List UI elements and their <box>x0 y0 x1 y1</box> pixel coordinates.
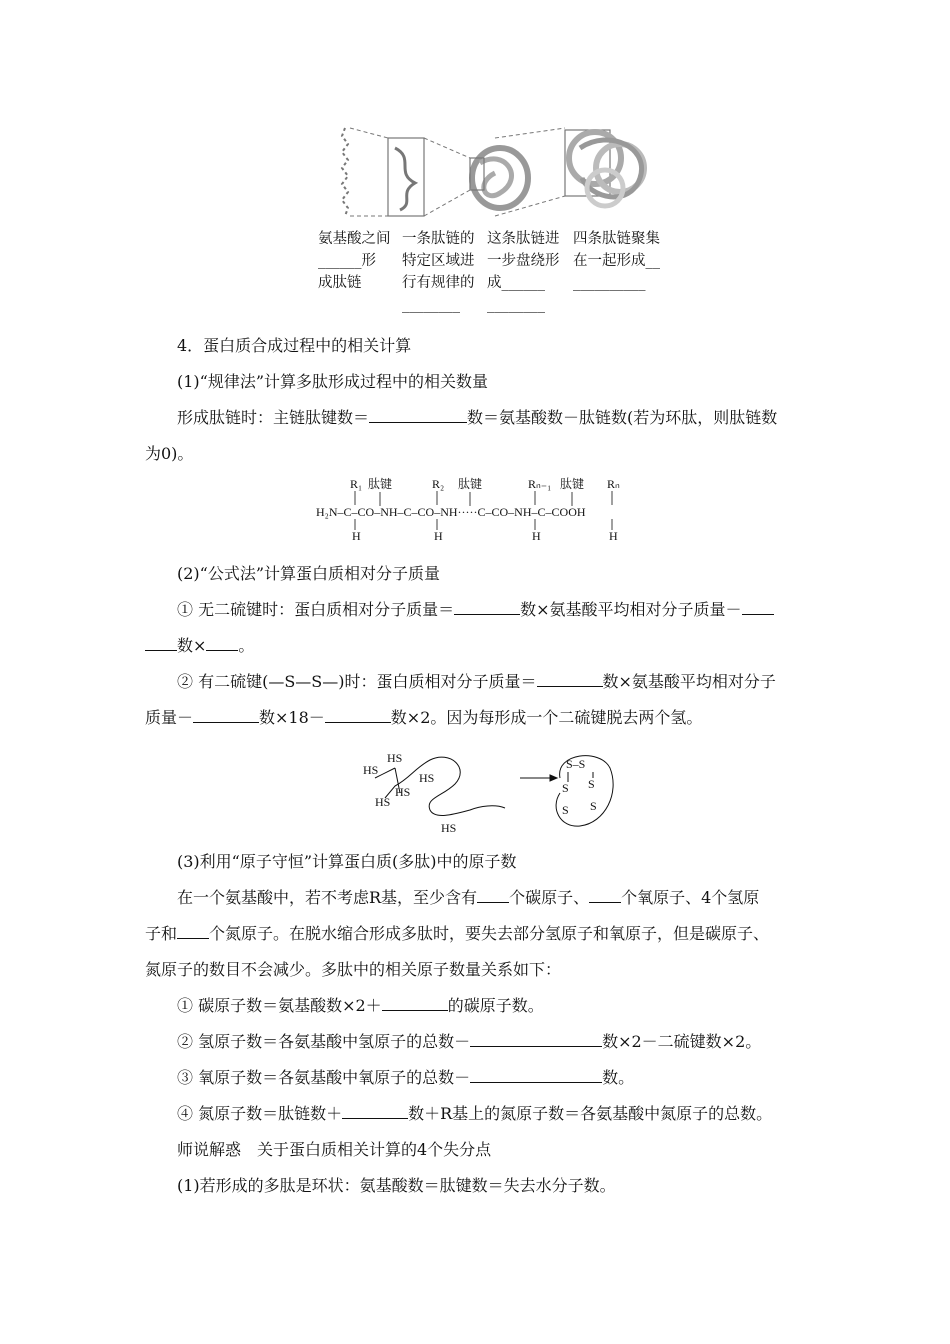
s-label: S <box>588 777 595 791</box>
caption-line: ________ <box>402 297 460 313</box>
disulfide-bond-diagram <box>355 748 615 838</box>
paragraph-peptide-bonds: 形成肽链时：主链肽键数＝ 数＝氨基酸数－肽链数(若为环肽，则肽链数 <box>177 408 778 427</box>
caption-tertiary <box>487 228 560 316</box>
caption-line: 特定区域进 <box>402 253 475 269</box>
caption-line: 这条肽链进 <box>487 231 560 247</box>
formula-with-disulfide: ② 有二硫键(—S—S—)时：蛋白质相对分子质量＝ 数×氨基酸平均相对分子 <box>177 672 776 691</box>
protein-structure-figure <box>320 118 680 228</box>
caption-secondary <box>402 228 475 316</box>
caption-line: 一条肽链的 <box>402 231 475 247</box>
h-label: H <box>609 529 618 543</box>
atom-paragraph-cont: 子和 个氮原子。在脱水缩合形成多肽时，要失去部分氢原子和氧原子，但是碳原子、 <box>145 924 770 943</box>
atom-paragraph-cont-2: 氮原子的数目不会减少。多肽中的相关原子数量关系如下： <box>145 960 562 979</box>
nitrogen-rule: ④ 氮原子数＝肽链数＋ 数＋R基上的氮原子数＝各氨基酸中氮原子的总数。 <box>177 1104 773 1123</box>
hydrogen-rule: ② 氢原子数＝各氨基酸中氢原子的总数－ 数×2－二硫键数×2。 <box>177 1032 762 1051</box>
rn-label: Rₙ <box>607 477 620 491</box>
oxygen-rule: ③ 氧原子数＝各氨基酸中氧原子的总数－ 数。 <box>177 1068 635 1087</box>
bond-label: 肽键 <box>560 477 585 491</box>
caption-line: __________ <box>573 275 646 291</box>
caption-line: 氨基酸之间 <box>318 231 391 247</box>
peptide-formula-diagram <box>310 474 690 544</box>
hs-label: HS <box>363 763 379 777</box>
rn1-label: Rₙ₋₁ <box>528 477 552 491</box>
h-label: H <box>532 529 541 543</box>
section-text-3 <box>145 844 810 1204</box>
s-label: S <box>562 781 569 795</box>
tip-1: (1)若形成的多肽是环状：氨基酸数＝肽键数＝失去水分子数。 <box>177 1176 616 1195</box>
caption-line: 在一起形成__ <box>573 253 660 269</box>
formula-no-disulfide-cont: 数× 。 <box>145 628 810 664</box>
chain-formula: H₂N–C–CO–NH–C–CO–NH·····C–CO–NH–C–COOH <box>316 505 586 519</box>
tips-title: 师说解惑 关于蛋白质相关计算的4个失分点 <box>177 1140 492 1159</box>
h-label: H <box>434 529 443 543</box>
caption-line: ________ <box>487 297 545 313</box>
caption-line: ______形 <box>318 253 376 269</box>
hs-label: HS <box>375 795 391 809</box>
caption-primary <box>318 228 391 294</box>
hs-label: HS <box>441 821 457 835</box>
hs-label: HS <box>395 785 411 799</box>
section-text-1 <box>145 328 810 472</box>
bond-label: 肽键 <box>458 477 483 491</box>
paragraph-continuation: 为0)。 <box>145 444 194 463</box>
caption-line: 行有规律的 <box>402 275 475 291</box>
s-label: S <box>590 799 597 813</box>
formula-with-disulfide-cont: 质量－ 数×18－ 数×2。因为每形成一个二硫键脱去两个氢。 <box>145 708 703 727</box>
r2-label: R₂ <box>432 477 445 491</box>
carbon-rule: ① 碳原子数＝氨基酸数×2＋ 的碳原子数。 <box>177 996 544 1015</box>
ss-bond-label: S–S <box>566 757 586 771</box>
caption-quaternary <box>573 228 660 294</box>
caption-line: 成肽链 <box>318 275 362 291</box>
bond-label: 肽键 <box>368 477 393 491</box>
section-title: 4．蛋白质合成过程中的相关计算 <box>177 336 412 355</box>
r1-label: R₁ <box>350 477 363 491</box>
caption-line: 一步盘绕形 <box>487 253 560 269</box>
subsection-title-1: (1)“规律法”计算多肽形成过程中的相关数量 <box>177 372 489 391</box>
atom-paragraph: 在一个氨基酸中，若不考虑R基，至少含有 个碳原子、 个氧原子、4个氢原 <box>177 888 760 907</box>
s-label: S <box>562 803 569 817</box>
hs-label: HS <box>387 751 403 765</box>
formula-no-disulfide: ① 无二硫键时：蛋白质相对分子质量＝ 数×氨基酸平均相对分子质量－ <box>145 592 810 628</box>
subsection-title-3: (3)利用“原子守恒”计算蛋白质(多肽)中的原子数 <box>177 852 517 871</box>
subsection-title-2: (2)“公式法”计算蛋白质相对分子质量 <box>177 564 441 583</box>
caption-line: 成______ <box>487 275 545 291</box>
hs-label: HS <box>419 771 435 785</box>
caption-line: 四条肽链聚集 <box>573 231 660 247</box>
h-label: H <box>352 529 361 543</box>
section-text-2 <box>145 556 810 736</box>
